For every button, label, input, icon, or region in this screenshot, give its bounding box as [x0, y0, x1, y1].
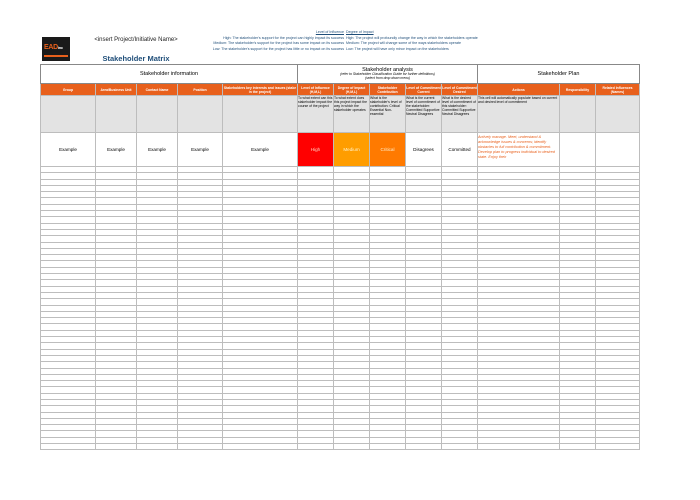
table-cell[interactable]	[137, 444, 178, 450]
column-description: This cell will automatically populate based on current and desired level of commitment	[478, 96, 560, 133]
column-header: Area/Business Unit	[96, 84, 137, 96]
impact-legend-heading: Degree of Impact	[346, 30, 374, 34]
influence-high: High: The stakeholder's support for the project can highly impact its success	[223, 35, 344, 40]
stakeholder-matrix-table	[40, 64, 640, 450]
section-stakeholder-info: Stakeholder information	[41, 65, 298, 84]
column-header: Actions	[478, 84, 560, 96]
column-description	[178, 96, 223, 133]
impact-low: Low: The project will have only minor impact on the stakeholders	[346, 46, 449, 51]
section-row	[41, 65, 640, 84]
example-area[interactable]: Example	[96, 133, 137, 167]
impact-legend	[346, 30, 546, 52]
table-cell[interactable]	[370, 444, 406, 450]
influence-legend	[170, 30, 344, 52]
table-cell[interactable]	[96, 444, 137, 450]
column-description	[137, 96, 178, 133]
table-cell[interactable]	[442, 444, 478, 450]
column-description	[96, 96, 137, 133]
influence-medium: Medium: The stakeholder's support for the project has some impact on its success	[213, 41, 344, 46]
logo-underline	[44, 55, 68, 57]
impact-medium: Medium: The project will change some of the ways stakeholders operate	[346, 41, 461, 46]
analysis-title: Stakeholder analysis	[362, 66, 413, 73]
column-description: What is the stakeholder's level of contribution: Critical Essential Non-essential	[370, 96, 406, 133]
impact-high: High: The project will profoundly change the way in which the stakeholders operate	[346, 35, 478, 40]
example-row	[41, 133, 640, 167]
project-title[interactable]: <insert Project/Initiative Name>	[94, 37, 178, 43]
table-cell[interactable]	[41, 444, 96, 450]
column-description	[560, 96, 596, 133]
analysis-note-2: (select from drop down menu)	[364, 76, 411, 80]
table-cell[interactable]	[298, 444, 334, 450]
column-header: Related Influences (Names)	[596, 84, 640, 96]
description-row	[41, 96, 640, 133]
example-position[interactable]: Example	[178, 133, 223, 167]
company-logo	[42, 37, 70, 61]
influence-legend-heading: Level of Influence	[315, 30, 344, 34]
column-description: To what extent can this stakeholder impact the course of the project	[298, 96, 334, 133]
section-stakeholder-plan: Stakeholder Plan	[478, 65, 640, 84]
influence-low: Low: The stakeholder's support for the project has little or no impact on its success	[212, 46, 344, 51]
table-cell[interactable]	[560, 444, 596, 450]
header-row	[41, 84, 640, 96]
column-header: Stakeholder Contribution	[370, 84, 406, 96]
empty-row	[41, 444, 640, 450]
example-influence[interactable]: High	[298, 133, 334, 167]
column-header: Level of Commitment Current	[406, 85, 441, 94]
table-cell[interactable]	[406, 444, 442, 450]
example-current-commitment[interactable]: Disagrees	[406, 133, 442, 167]
example-contribution[interactable]: Critical	[370, 133, 406, 167]
table-cell[interactable]	[334, 444, 370, 450]
analysis-note-1: (refer to Stakeholder Classification Guide for further definitions)	[340, 71, 435, 76]
logo-text: EADinc	[44, 44, 63, 51]
column-description: To what extent does this project impact the way in which the stakeholder operates	[334, 96, 370, 133]
table-cell[interactable]	[596, 444, 640, 450]
table-cell[interactable]	[478, 444, 560, 450]
column-header: Contact Name	[137, 84, 178, 96]
example-responsibility[interactable]	[560, 133, 596, 167]
matrix-title: Stakeholder Matrix	[102, 54, 170, 63]
column-description	[596, 96, 640, 133]
example-desired-commitment[interactable]: Committed	[442, 133, 478, 167]
table-cell[interactable]	[223, 444, 298, 450]
example-action[interactable]: Actively manage. Meet, understand & acknowledge issues & concerns; identify obstacles to full contribution & commitment. Develop plan to progress individual to desired state. Enjoy their	[478, 133, 560, 167]
column-header: Group	[41, 84, 96, 96]
column-description: What is the current level of commitment of the stakeholder: Committed Supportive Neutral Disagrees	[406, 96, 442, 133]
column-description	[41, 96, 96, 133]
example-contact[interactable]: Example	[137, 133, 178, 167]
column-header: Stakeholders key interests and issues (stake in the project)	[223, 85, 297, 94]
column-header: Level of Commitment Desired	[442, 85, 477, 94]
example-group[interactable]: Example	[41, 133, 96, 167]
table-cell[interactable]	[178, 444, 223, 450]
example-related-influences[interactable]	[596, 133, 640, 167]
section-stakeholder-analysis	[298, 65, 478, 84]
example-interests[interactable]: Example	[223, 133, 298, 167]
example-impact[interactable]: Medium	[334, 133, 370, 167]
column-description: What is the desired level of commitment of this stakeholder: Committed Supportive Neutral Disagrees	[442, 96, 478, 133]
column-header: Position	[178, 84, 223, 96]
column-description	[223, 96, 298, 133]
column-header: Responsibility	[560, 84, 596, 96]
column-header: Degree of Impact (H,M,L)	[334, 84, 370, 96]
column-header: Level of Influence (H,M,L)	[298, 84, 334, 96]
